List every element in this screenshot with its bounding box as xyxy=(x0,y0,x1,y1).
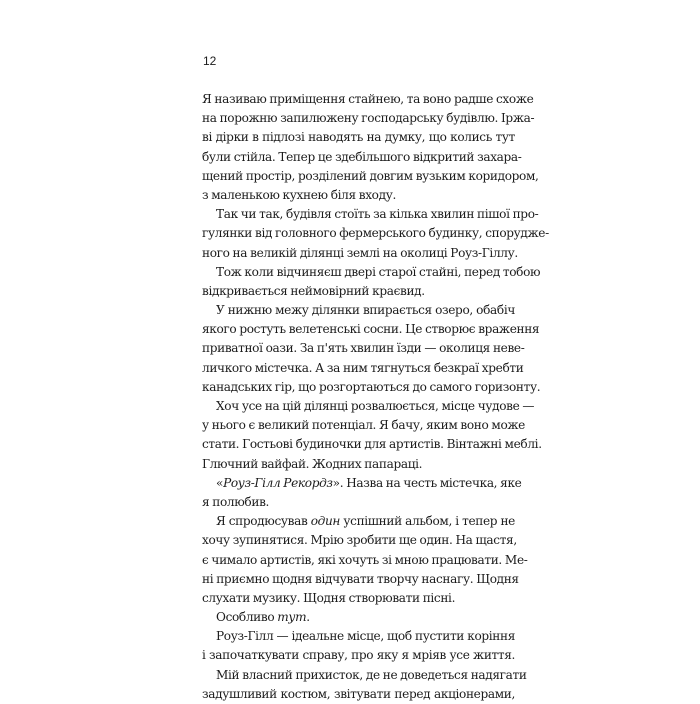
text-line: є чимало артистів, які хочуть зі мною працювати. Ме- xyxy=(202,552,528,567)
text-line: я полюбив. xyxy=(202,494,270,509)
text-line: ні приємно щодня відчувати творчу наснагу. Щодня xyxy=(202,571,519,586)
text-line: хочу зупинятися. Мрію зробити ще один. На щастя, xyxy=(202,533,517,548)
text-line: щений простір, розділений довгим вузьким коридором, xyxy=(202,168,539,183)
italic-text: тут xyxy=(277,610,307,625)
text-line xyxy=(202,608,515,627)
text-line: Хоч усе на цій ділянці розвалюється, місце чудове — xyxy=(216,399,535,413)
text-line: канадських гір, що розгортаються до самого горизонту. xyxy=(202,379,541,394)
text-run: « xyxy=(216,475,224,490)
italic-text: Роуз-Гілл Рекордз xyxy=(223,475,333,490)
text-line: личкого містечка. А за ним тягнуться безкраї хребти xyxy=(202,360,524,375)
text-run: успішний альбом, і тепер не xyxy=(340,514,515,529)
text-line: у нього є великий потенціал. Я бачу, яким воно може xyxy=(202,418,525,433)
text-line xyxy=(202,474,522,493)
text-line: на порожню запилюжену господарську будівлю. Іржа- xyxy=(202,111,535,126)
text-line: були стійла. Тепер це здебільшого відкритий захара- xyxy=(202,149,522,164)
text-line: відкривається неймовірний краєвид. xyxy=(202,283,425,298)
text-run: Особливо xyxy=(216,610,278,625)
text-run: . xyxy=(306,610,310,625)
text-line: Я називаю приміщення стайнею, та воно радше схоже xyxy=(202,92,534,106)
text-line: гулянки від головного фермерського будинку, спорудже- xyxy=(202,226,549,241)
page-number: 12 xyxy=(203,54,217,68)
text-line: Так чи так, будівля стоїть за кілька хвилин пішої про- xyxy=(216,207,539,222)
text-line: слухати музику. Щодня створювати пісні. xyxy=(202,590,456,605)
text-line: якого ростуть велетенські сосни. Це створює враження xyxy=(202,322,540,337)
text-line: ного на великій ділянці землі на околиці Роуз-Гіллу. xyxy=(202,245,518,260)
text-line: Роуз-Гілл — ідеальне місце, щоб пустити коріння xyxy=(216,629,515,644)
text-run: Я спродюсував xyxy=(216,514,311,529)
text-line: задушливий костюм, звітувати перед акціонерами, xyxy=(202,686,515,701)
text-line: Мій власний прихисток, де не доведеться надягати xyxy=(216,667,527,682)
text-line: У нижню межу ділянки впирається озеро, обабіч xyxy=(216,303,515,318)
text-run: ». Назва на честь містечка, яке xyxy=(332,475,522,490)
text-line: і започаткувати справу, про яку я мріяв усе життя. xyxy=(202,648,515,663)
text-line: ві дірки в підлозі наводять на думку, що колись тут xyxy=(202,130,515,145)
text-line: приватної оази. За п'ять хвилин їзди — околиця невe- xyxy=(202,341,525,356)
text-line xyxy=(202,512,515,531)
text-line: стати. Гостьові будиночки для артистів. Вінтажні меблі. xyxy=(202,437,542,452)
text-line: Тож коли відчиняєш двері старої стайні, перед тобою xyxy=(216,264,541,279)
italic-text: один xyxy=(310,514,341,529)
text-line: Глючний вайфай. Жодних папараці. xyxy=(202,456,423,471)
text-line: з маленькою кухнею біля входу. xyxy=(202,187,396,202)
body-text xyxy=(202,90,549,704)
